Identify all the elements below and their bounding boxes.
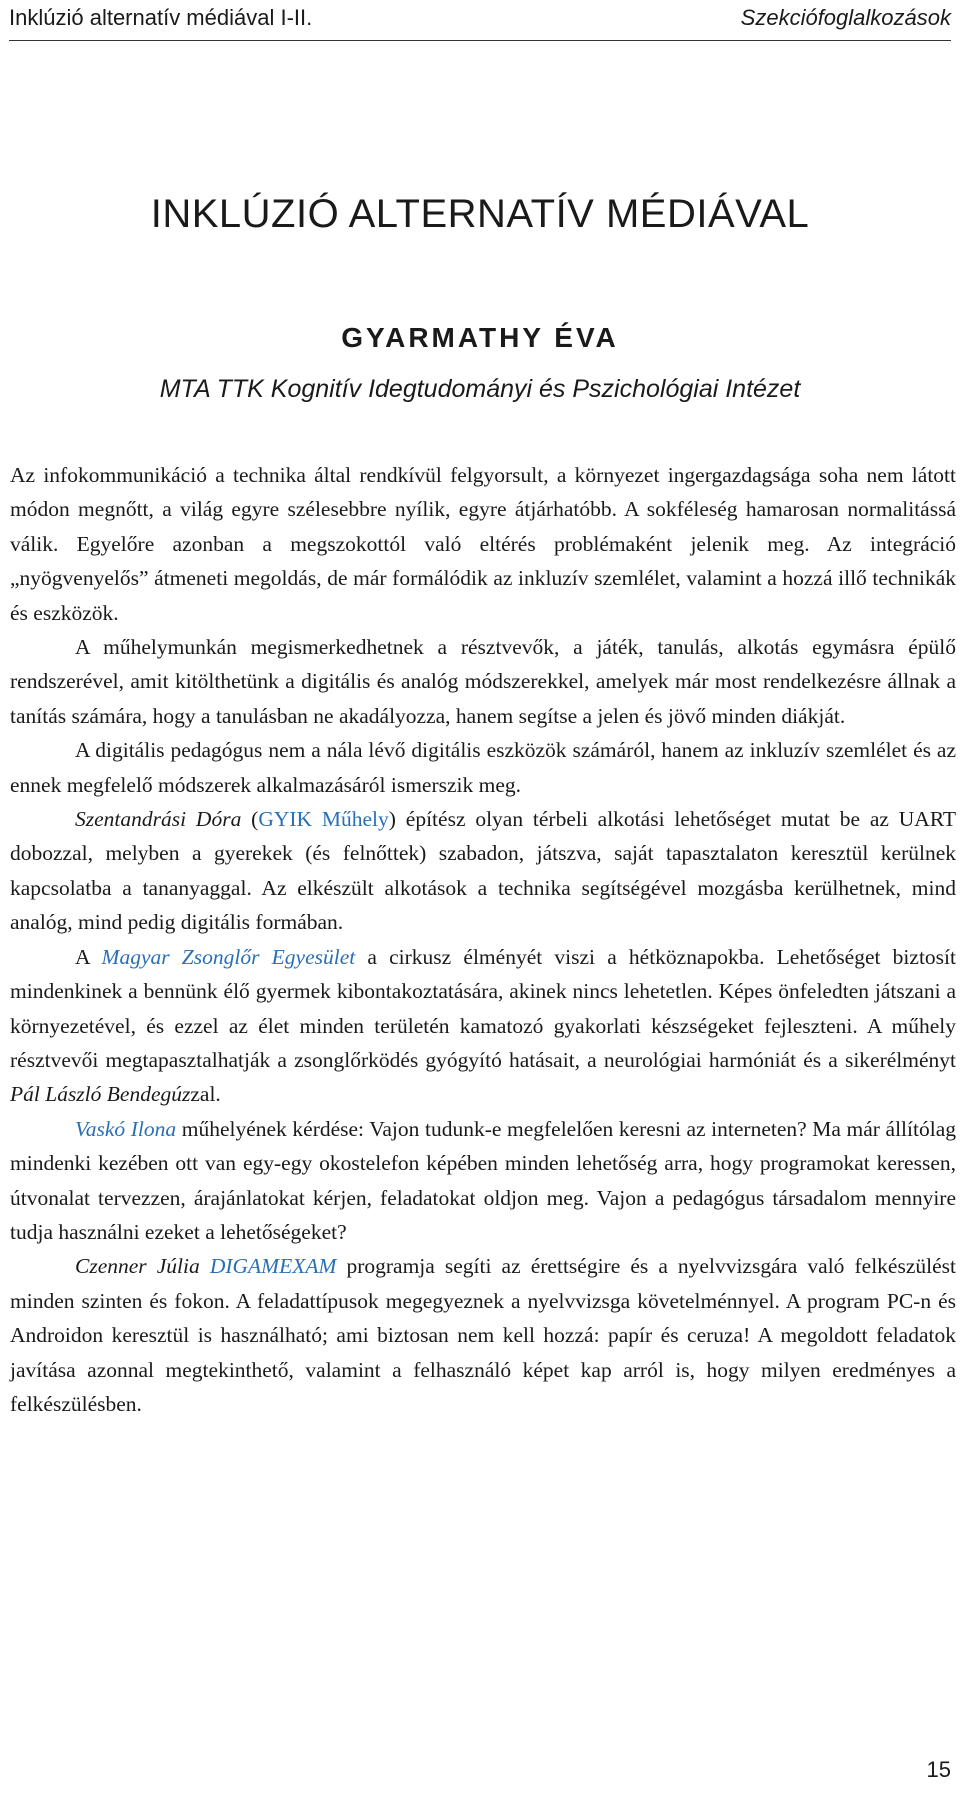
article-title: INKLÚZIÓ ALTERNATÍV MÉDIÁVAL [150,192,810,236]
running-header [9,0,951,41]
page-number: 15 [926,1757,951,1782]
org-link-juggling[interactable]: Magyar Zsonglőr Egyesület [101,944,356,969]
author-name: GYARMATHY ÉVA [341,322,619,353]
presenter-name: Szentandrási Dóra [75,807,242,832]
header-section-name: Szekciófoglalkozások [740,5,951,30]
paragraph-intro: Az infokommunikáció a technika által rendkívül felgyorsult, a környezet ingergazdagsága soha nem látott módon megnőtt, a világ egyre szélesebbre nyílik, egyre átjárhatóbb. A sokféleség hamarosan normalitássá válik. Egyelőre azonban a megszokottól való eltérés problémaként jelenik meg. Az integráció „nyögvenyelős” átmeneti megoldás, de már formálódik az inkluzív szemlélet, valamint a hozzá illő technikák és eszközök. [10,463,956,625]
article-body [10,458,956,1421]
paragraph-search: Vaskó Ilona műhelyének kérdése: Vajon tudunk-e megfelelően keresni az interneten? Ma már állítólag mindenki kezében ott van egy-egy okostelefon képében minden lehetőség arra, hogy programokat keressen, útvonalat tervezzen, árajánlatokat kérjen, feladatokat oldjon meg. Vajon a pedagógus társadalom mennyire tudja használni ezeket a lehetőségeket? [10,1116,956,1244]
paragraph-uart: Szentandrási Dóra (GYIK Műhely) építész olyan térbeli alkotási lehetőséget mutat be az UART dobozzal, melyben a gyerekek (és felnőttek) szabadon, játszva, saját tapasztalaton keresztül kerülnek kapcsolatba a tananyaggal. Az elkészült alkotások a technika segítségével mozgásba kerülhetnek, mind analóg, mind pedig digitális formában. [10,807,956,935]
presenter-name: Czenner Júlia [75,1254,200,1279]
header-left-title: Inklúzió alternatív médiával I-II. [9,5,313,30]
org-link-gyik[interactable]: GYIK Műhely [258,807,389,832]
presenter-name: Pál László Bendegúz [10,1082,191,1107]
presenter-link-vasko[interactable]: Vaskó Ilona [75,1116,177,1141]
paragraph-juggling: A Magyar Zsonglőr Egyesület a cirkusz élményét viszi a hétköznapokba. Lehetőséget biztosít mindenkinek a bennünk élő gyermek kibontakoztatására, akinek nincs lehetetlen. Képes önfeledten játszani a környezetével, és ezzel az élet minden területén kamatozó gyakorlati készségeket fejleszteni. A műhely résztvevői megtapasztalhatják a zsonglőrködés gyógyító hatásait, a neurológiai harmóniát és a sikerélményt Pál László Bendegúzzal. [10,944,956,1107]
paragraph-digital-teacher: A digitális pedagógus nem a nála lévő digitális eszközök számáról, hanem az inkluzív szemlélet és az ennek megfelelő módszerek alkalmazásáról ismerszik meg. [10,738,956,797]
paragraph-digamexam: Czenner Júlia DIGAMEXAM programja segíti az érettségire és a nyelvvizsgára való felkészülést minden szinten és fokon. A feladattípusok megegyeznek a nyelvvizsga követelménnyel. A program PC-n és Androidon keresztül is használható; ami biztosan nem kell hozzá: papír és ceruza! A megoldott feladatok javítása azonnal megtekinthető, valamint a felhasználó képet kap arról is, hogy milyen eredményes a felkészülésben. [10,1254,956,1416]
paragraph-workshop: A műhelymunkán megismerkedhetnek a résztvevők, a játék, tanulás, alkotás egymásra épülő rendszerével, amit kitölthetünk a digitális és analóg módszerekkel, amelyek már most rendelkezésre állnak a tanítás számára, hogy a tanulásban ne akadályozza, hanem segítse a jelen és jövő minden diákját. [10,635,956,728]
program-link-digamexam[interactable]: DIGAMEXAM [209,1254,337,1279]
author-affiliation: MTA TTK Kognitív Idegtudományi és Pszichológiai Intézet [159,375,801,403]
